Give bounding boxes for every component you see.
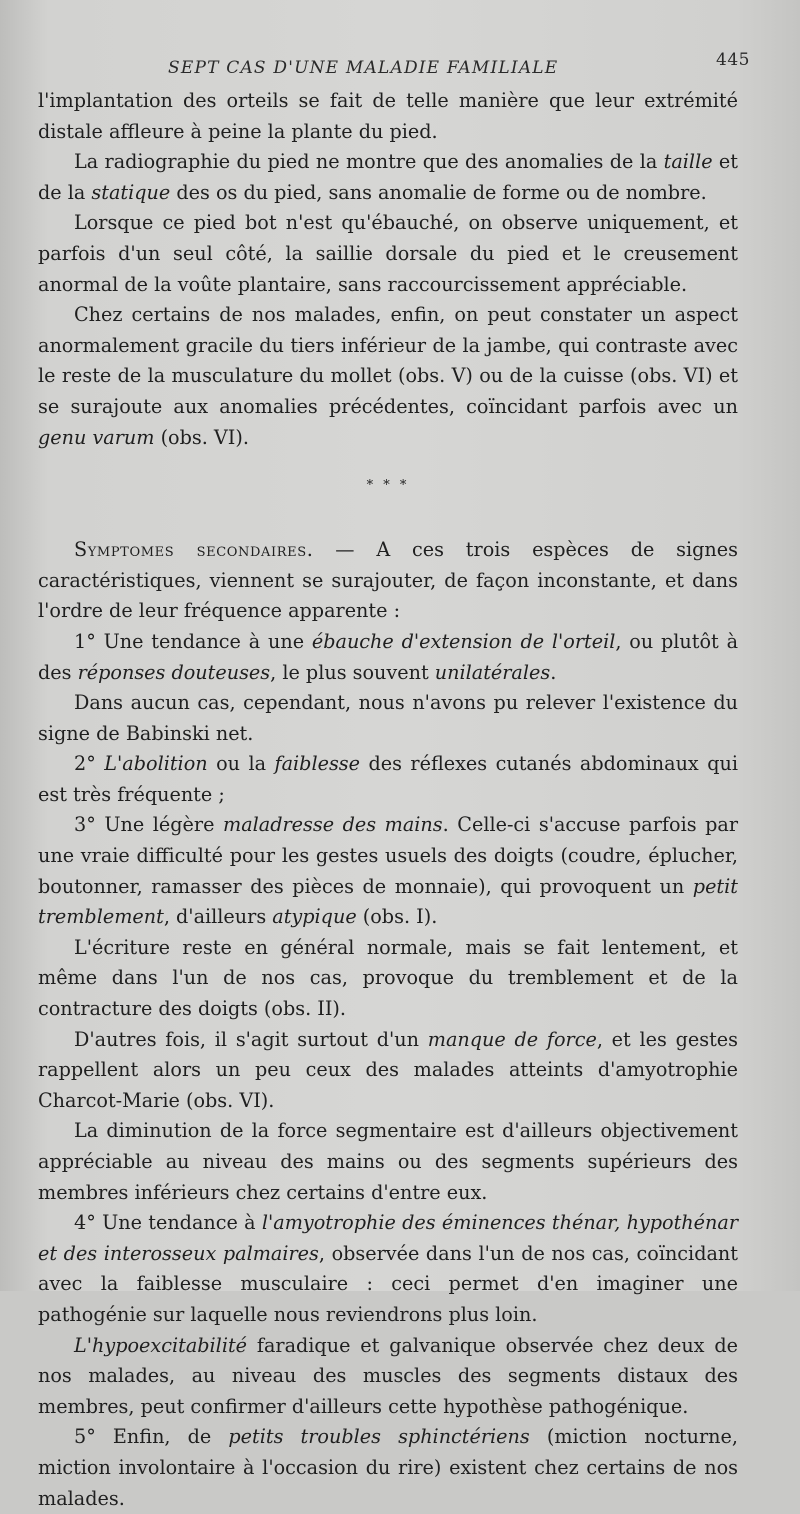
- paragraph: [38, 933, 738, 1025]
- paragraph: [38, 1208, 738, 1330]
- text-run: (miction nocturne, miction involontaire à l'occasion du rire) existent chez certains de nos malades.: [38, 1425, 738, 1510]
- section-separator: * * *: [366, 478, 410, 494]
- text-run: 3° Une légère: [74, 813, 223, 837]
- italic-text: statique: [91, 180, 171, 204]
- text-run: La radiographie du pied ne montre que des anomalies de la: [74, 150, 664, 174]
- text-run: 4° Une tendance à: [74, 1211, 262, 1235]
- italic-text: atypique: [272, 905, 357, 929]
- italic-text: maladresse des mains: [223, 813, 443, 837]
- text-run: , et les gestes rappellent alors un peu ceux des malades atteints d'amyotrophie Charcot-Marie (obs. VI).: [38, 1027, 738, 1112]
- text-run: (obs. I).: [356, 905, 438, 929]
- italic-text: ébauche d'extension de l'orteil: [311, 629, 616, 653]
- italic-text: unilatérales: [434, 660, 551, 684]
- text-run: L'écriture reste en général normale, mais se fait lentement, et même dans l'un de nos cas, provoque du tremblement et de la contracture des doigts (obs. II).: [38, 935, 738, 1021]
- text-run: 5° Enfin, de: [74, 1425, 229, 1449]
- italic-text: L'abolition: [104, 752, 208, 776]
- paragraph: [38, 1331, 738, 1423]
- body-text: [38, 86, 738, 1514]
- text-run: D'autres fois, il s'agit surtout d'un: [74, 1027, 428, 1051]
- paragraph: [38, 1025, 738, 1117]
- italic-text: manque de force: [427, 1027, 597, 1051]
- running-header: [38, 50, 750, 82]
- text-run: , observée dans l'un de nos cas, coïncidant avec la faiblesse musculaire : ceci permet d'en imaginer une pathogénie sur laquelle nous reviendrons plus loin.: [38, 1241, 738, 1326]
- text-run: ou la: [207, 752, 275, 776]
- paragraph: [38, 300, 738, 453]
- paragraph: [38, 147, 738, 208]
- section-heading: Symptomes secondaires.: [74, 538, 314, 562]
- section-symptomes-secondaires: [38, 535, 738, 1514]
- intro-paragraphs: [38, 86, 738, 453]
- italic-text: petits troubles sphinctériens: [228, 1425, 530, 1449]
- paragraph: [38, 1116, 738, 1208]
- text-run: 1° Une tendance à une: [74, 629, 312, 653]
- text-run: , d'ailleurs: [163, 905, 273, 929]
- section-lead-paragraph: [38, 535, 738, 627]
- text-run: Dans aucun cas, cependant, nous n'avons pu relever l'existence du signe de Babinski net.: [38, 691, 738, 745]
- text-run: La diminution de la force segmentaire est d'ailleurs objectivement appréciable au niveau des mains ou des segments supérieurs des membres inférieurs chez certains d'entre eux.: [38, 1119, 738, 1204]
- paragraph: [38, 86, 738, 147]
- italic-text: L'hypoexcitabilité: [74, 1333, 248, 1357]
- text-run: — A ces trois espèces de signes caractéristiques, viennent se surajouter, de façon inconstante, et dans l'ordre de leur fréquence apparente :: [38, 538, 738, 623]
- text-run: 2°: [74, 752, 105, 776]
- text-run: Lorsque ce pied bot n'est qu'ébauché, on observe uniquement, et parfois d'un seul côté, la saillie dorsale du pied et le creusement anormal de la voûte plantaire, sans raccourcissement appréciable.: [38, 211, 738, 296]
- italic-text: faiblesse: [274, 752, 361, 776]
- text-run: (obs. VI).: [154, 425, 249, 449]
- running-title: SEPT CAS D'UNE MALADIE FAMILIALE: [168, 58, 559, 78]
- text-run: faradique et galvanique observée chez deux de nos malades, au niveau des muscles des segments distaux des membres, peut confirmer d'ailleurs cette hypothèse pathogénique.: [38, 1333, 738, 1418]
- paragraph: [38, 208, 738, 300]
- paragraph: [38, 810, 738, 932]
- italic-text: réponses douteuses: [77, 660, 271, 684]
- text-run: des os du pied, sans anomalie de forme ou de nombre.: [170, 180, 707, 204]
- text-run: .: [550, 660, 557, 684]
- italic-text: genu varum: [38, 425, 155, 449]
- paragraph: [38, 1422, 738, 1514]
- paragraph: [38, 627, 738, 688]
- text-run: et de la: [38, 150, 738, 204]
- paragraph: [38, 688, 738, 749]
- text-run: , ou plutôt à des: [38, 629, 739, 684]
- text-run: des réflexes cutanés abdominaux qui est très fréquente ;: [38, 752, 738, 806]
- page-number: 445: [716, 50, 750, 70]
- italic-text: taille: [663, 150, 713, 174]
- italic-text: petit tremblement: [38, 874, 738, 929]
- italic-text: l'amyotrophie des éminences thénar, hypothénar et des interosseux palmaires: [38, 1211, 738, 1265]
- paragraph: [38, 749, 738, 810]
- text-run: l'implantation des orteils se fait de telle manière que leur extrémité distale affleure à peine la plante du pied.: [38, 89, 738, 143]
- text-run: Chez certains de nos malades, enfin, on peut constater un aspect anormalement gracile du tiers inférieur de la jambe, qui contraste avec le reste de la musculature du mollet (obs. V) ou de la cuisse (obs. VI) et se surajoute aux anomalies précédentes, coïncidant parfois avec un: [38, 303, 738, 418]
- text-run: . Celle-ci s'accuse parfois par une vraie difficulté pour les gestes usuels des doigts (coudre, éplucher, boutonner, ramasser des pièces de monnaie), qui provoquent un: [38, 813, 739, 898]
- text-run: , le plus souvent: [270, 660, 435, 684]
